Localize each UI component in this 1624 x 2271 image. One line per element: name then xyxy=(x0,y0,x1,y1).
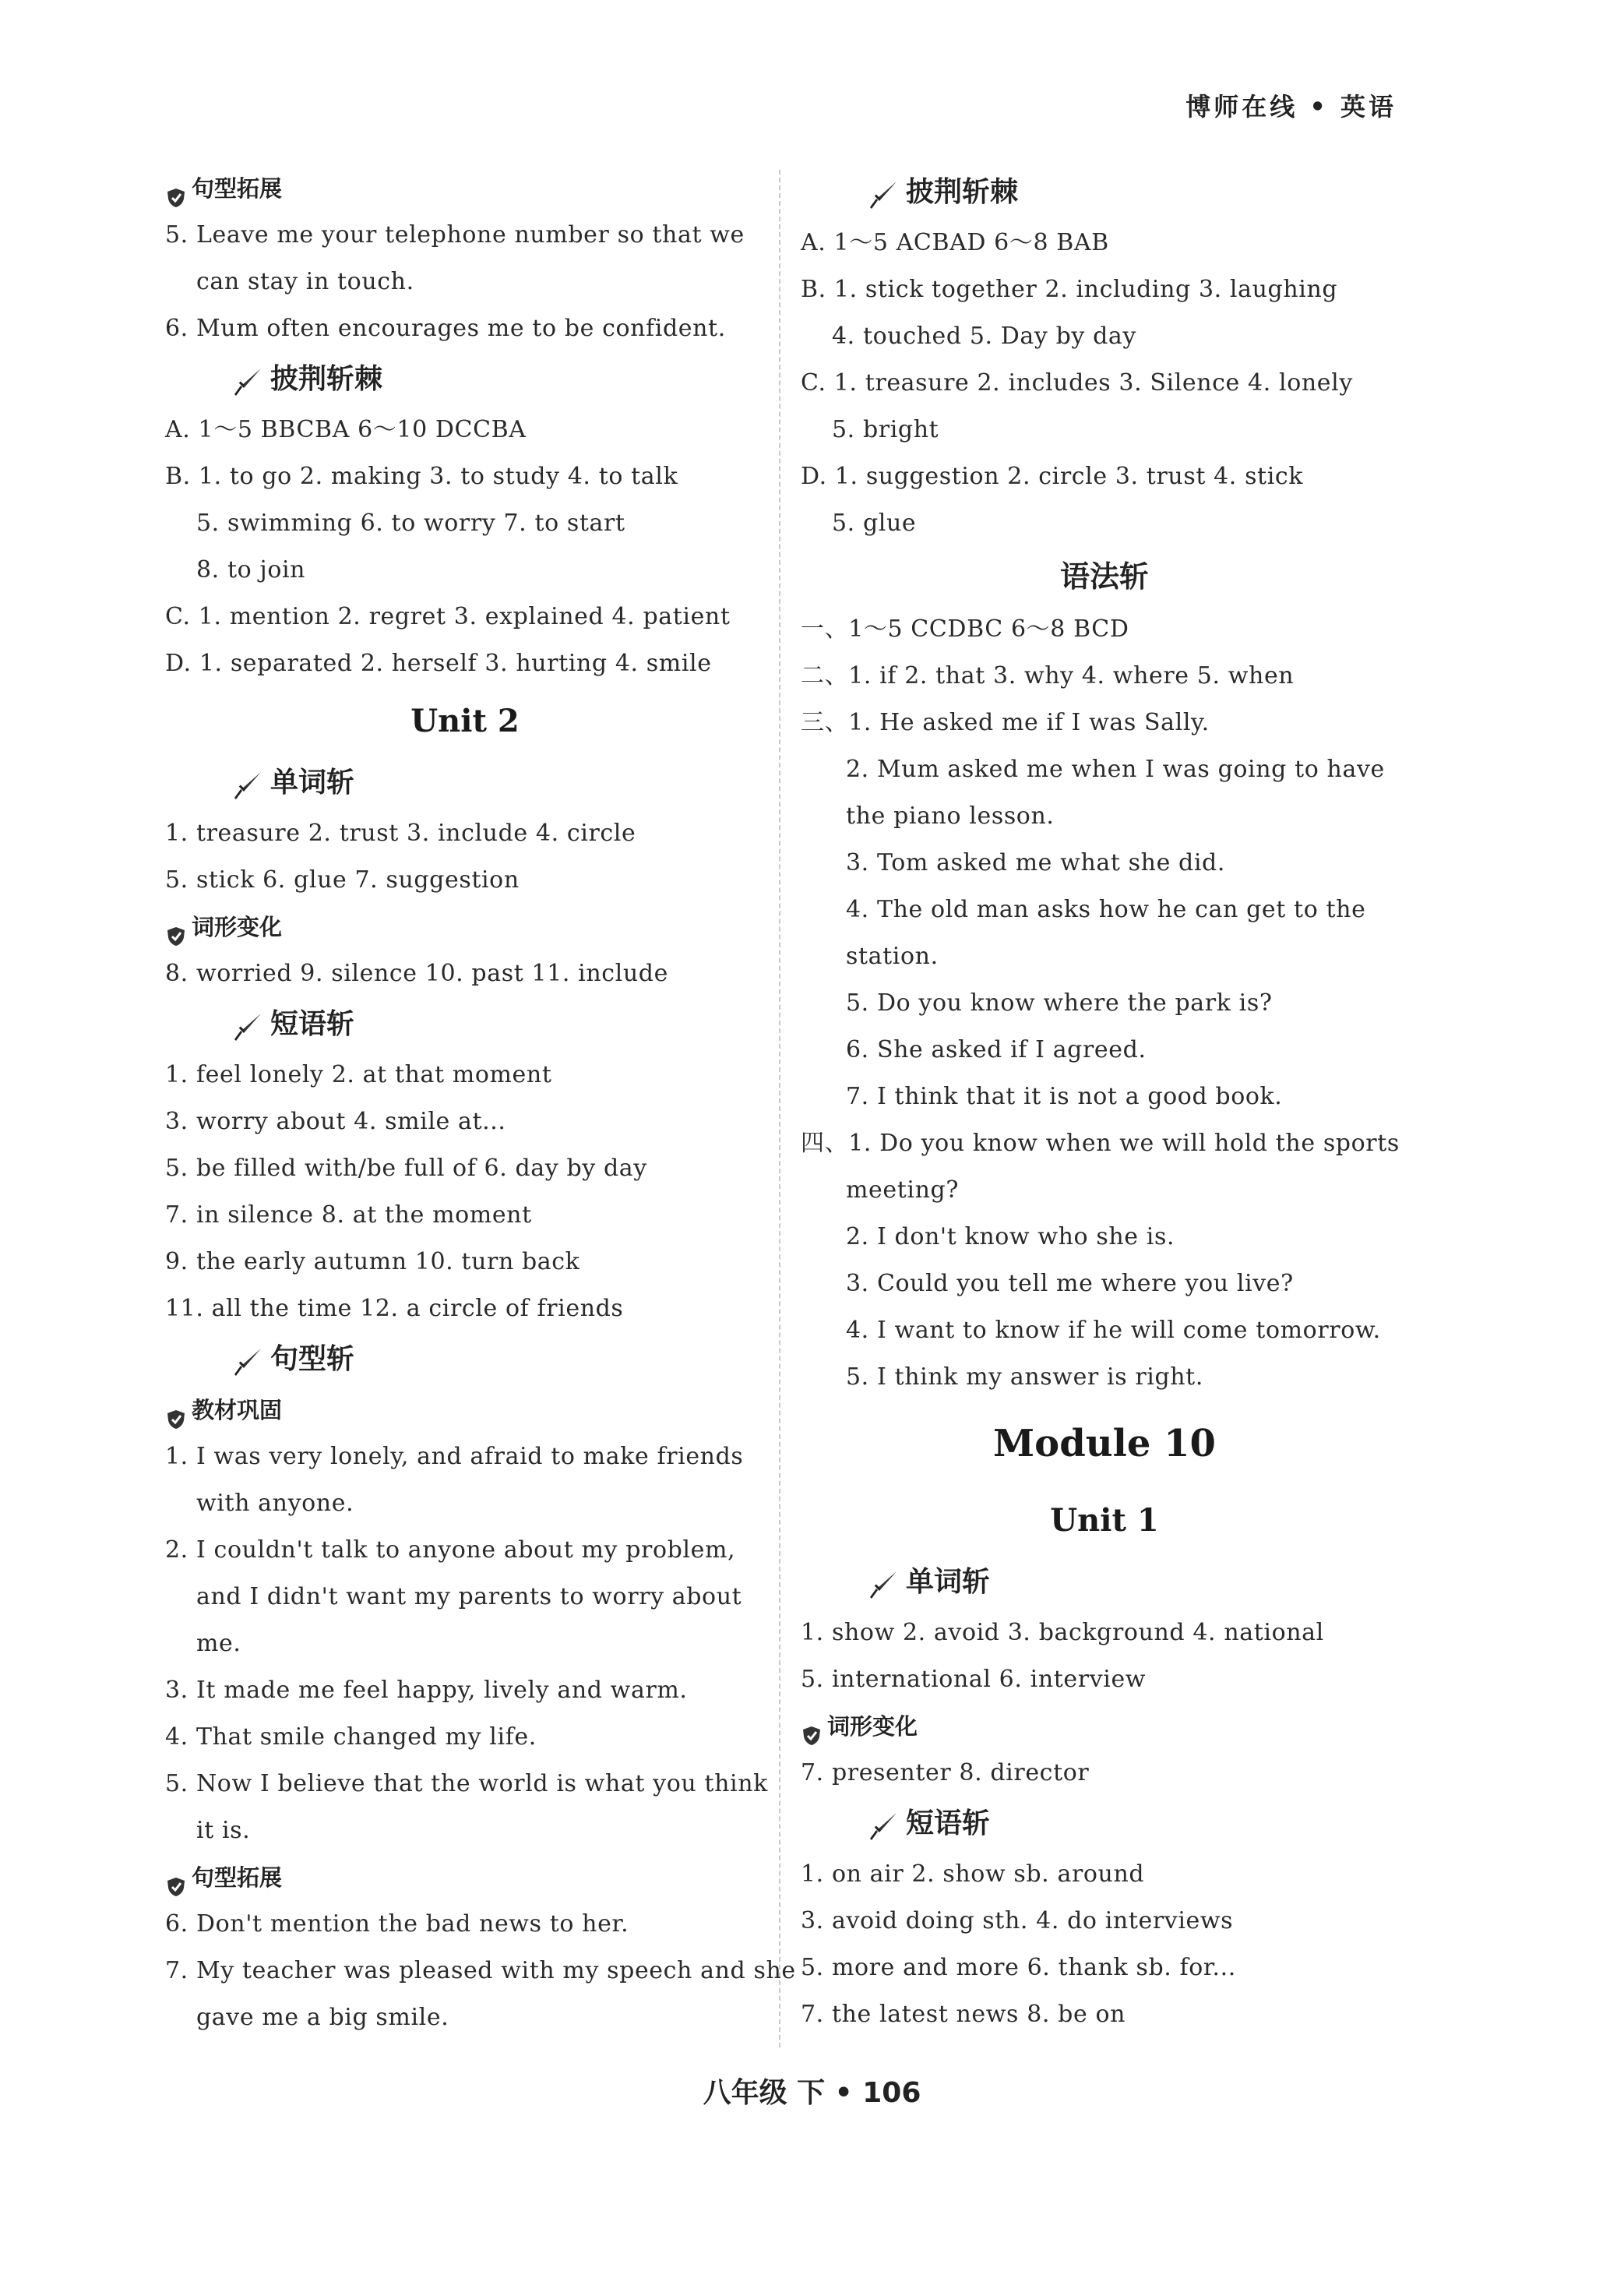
answer-line: 6. Mum often encourages me to be confident. xyxy=(165,315,726,342)
shield-check-icon xyxy=(165,1399,187,1421)
answer-line: 3. worry about 4. smile at... xyxy=(165,1108,506,1135)
answer-line: 5. be filled with/be full of 6. day by day xyxy=(165,1155,647,1182)
answer-line: 3. Could you tell me where you live? xyxy=(846,1270,1294,1297)
answer-line: 4. That smile changed my life. xyxy=(165,1723,537,1751)
answer-line: 7. presenter 8. director xyxy=(801,1759,1090,1786)
column-divider xyxy=(779,170,780,2047)
unit-title: Unit 2 xyxy=(410,703,520,739)
section-heading-label: 短语斩 xyxy=(906,1807,991,1839)
answer-line: 5. Do you know where the park is? xyxy=(846,989,1273,1017)
shield-check-icon xyxy=(165,916,187,938)
answer-line: with anyone. xyxy=(196,1490,354,1517)
answer-line: D. 1. separated 2. herself 3. hurting 4. smile xyxy=(165,650,712,677)
answer-line: 1. I was very lonely, and afraid to make friends xyxy=(165,1443,744,1470)
section-heading-label: 句型斩 xyxy=(270,1343,355,1375)
answer-line: 8. worried 9. silence 10. past 11. include xyxy=(165,960,668,987)
section-heading-label: 披荆斩棘 xyxy=(270,363,383,395)
answer-line: 3. It made me feel happy, lively and warm. xyxy=(165,1677,688,1704)
section-heading-label: 短语斩 xyxy=(270,1008,355,1040)
answer-line: 4. The old man asks how he can get to the xyxy=(846,896,1366,923)
answer-line: 2. Mum asked me when I was going to have xyxy=(846,756,1385,783)
answer-line: 7. I think that it is not a good book. xyxy=(846,1083,1283,1110)
answer-line: B. 1. to go 2. making 3. to study 4. to talk xyxy=(165,463,678,490)
subsection-heading xyxy=(165,1387,765,1433)
answer-line: 5. glue xyxy=(832,510,917,537)
answer-line: it is. xyxy=(196,1817,251,1844)
answer-line: can stay in touch. xyxy=(196,268,414,295)
answer-line: 5. more and more 6. thank sb. for... xyxy=(801,1954,1236,1981)
answer-line: 1. feel lonely 2. at that moment xyxy=(165,1061,552,1088)
answer-line: 2. I don't know who she is. xyxy=(846,1223,1175,1250)
subsection-heading-label: 词形变化 xyxy=(192,914,283,940)
answer-line: 7. the latest news 8. be on xyxy=(801,2001,1126,2028)
answer-line: 7. My teacher was pleased with my speech and she xyxy=(165,1957,796,1984)
answer-line: 4. touched 5. Day by day xyxy=(832,323,1136,350)
answer-line: D. 1. suggestion 2. circle 3. trust 4. stick xyxy=(801,463,1304,490)
answer-line: the piano lesson. xyxy=(846,802,1055,830)
answer-line: 3. avoid doing sth. 4. do interviews xyxy=(801,1907,1234,1934)
answer-line: and I didn't want my parents to worry about xyxy=(196,1583,742,1610)
subsection-heading xyxy=(801,1703,1408,1750)
answer-line: 6. Don't mention the bad news to her. xyxy=(165,1910,629,1938)
section-heading xyxy=(165,1332,765,1387)
answer-line: station. xyxy=(846,943,939,970)
unit-title: Unit 1 xyxy=(1050,1502,1159,1539)
module-title: Module 10 xyxy=(993,1422,1216,1465)
subsection-heading-label: 句型拓展 xyxy=(192,1864,283,1891)
answer-line: 9. the early autumn 10. turn back xyxy=(165,1248,580,1275)
knife-icon xyxy=(867,1566,900,1599)
shield-check-icon xyxy=(165,178,187,199)
knife-icon xyxy=(867,1807,900,1840)
subsection-heading xyxy=(165,165,765,212)
section-heading xyxy=(801,165,1408,220)
answer-line: 5. Leave me your telephone number so that we xyxy=(165,221,745,249)
answer-line: A. 1～5 BBCBA 6～10 DCCBA xyxy=(165,416,527,443)
right-column xyxy=(801,165,1408,2038)
shield-check-icon xyxy=(165,1867,187,1888)
section-heading xyxy=(801,1555,1408,1610)
grammar-section-title: 语法斩 xyxy=(1059,559,1149,594)
section-heading-label: 披荆斩棘 xyxy=(906,176,1019,208)
answer-line: 5. I think my answer is right. xyxy=(846,1363,1203,1391)
answer-line: 1. show 2. avoid 3. background 4. national xyxy=(801,1619,1324,1646)
answer-line: 8. to join xyxy=(196,556,306,584)
answer-line: 3. Tom asked me what she did. xyxy=(846,849,1225,876)
section-heading-label: 单词斩 xyxy=(906,1566,991,1598)
shield-check-icon xyxy=(801,1716,823,1737)
answer-line: 2. I couldn't talk to anyone about my problem, xyxy=(165,1536,736,1564)
answer-line: 5. Now I believe that the world is what you think xyxy=(165,1770,768,1797)
answer-line: C. 1. treasure 2. includes 3. Silence 4. lonely xyxy=(801,369,1353,397)
answer-line: 1. on air 2. show sb. around xyxy=(801,1860,1145,1888)
answer-line: 11. all the time 12. a circle of friends xyxy=(165,1295,624,1322)
subsection-heading-label: 句型拓展 xyxy=(192,175,283,202)
answer-line: 5. bright xyxy=(832,416,939,443)
answer-line: 1. treasure 2. trust 3. include 4. circle xyxy=(165,820,636,847)
answer-line: me. xyxy=(196,1630,241,1657)
answer-line: meeting? xyxy=(846,1176,960,1204)
section-heading xyxy=(165,997,765,1052)
page-header: 博师在线 • 英语 xyxy=(1185,92,1397,122)
answer-line: 5. stick 6. glue 7. suggestion xyxy=(165,866,520,894)
answer-line: C. 1. mention 2. regret 3. explained 4. patient xyxy=(165,603,731,630)
subsection-heading xyxy=(165,1854,765,1901)
subsection-heading-label: 教材巩固 xyxy=(192,1397,283,1423)
answer-line: 四、1. Do you know when we will hold the sports xyxy=(801,1130,1400,1157)
knife-icon xyxy=(231,767,264,799)
answer-line: 4. I want to know if he will come tomorrow. xyxy=(846,1317,1381,1344)
answer-line: 三、1. He asked me if I was Sally. xyxy=(801,709,1210,736)
section-heading xyxy=(165,352,765,407)
answer-line: 5. international 6. interview xyxy=(801,1666,1147,1693)
knife-icon xyxy=(867,176,900,209)
page-footer: 八年级 下 • 106 xyxy=(703,2077,921,2109)
answer-line: B. 1. stick together 2. including 3. laughing xyxy=(801,276,1338,303)
answer-line: 7. in silence 8. at the moment xyxy=(165,1201,532,1229)
subsection-heading xyxy=(165,904,765,950)
section-heading xyxy=(801,1797,1408,1851)
knife-icon xyxy=(231,363,264,396)
answer-line: A. 1～5 ACBAD 6～8 BAB xyxy=(801,229,1109,256)
answer-line: 二、1. if 2. that 3. why 4. where 5. when xyxy=(801,662,1295,689)
subsection-heading-label: 词形变化 xyxy=(827,1713,918,1740)
answer-line: 5. swimming 6. to worry 7. to start xyxy=(196,510,625,537)
left-column xyxy=(165,165,796,2041)
knife-icon xyxy=(231,1008,264,1041)
answer-line: 一、1～5 CCDBC 6～8 BCD xyxy=(801,615,1129,643)
section-heading xyxy=(165,756,765,810)
section-heading-label: 单词斩 xyxy=(270,767,355,799)
answer-line: gave me a big smile. xyxy=(196,2004,449,2031)
knife-icon xyxy=(231,1343,264,1376)
answer-line: 6. She asked if I agreed. xyxy=(846,1036,1147,1063)
